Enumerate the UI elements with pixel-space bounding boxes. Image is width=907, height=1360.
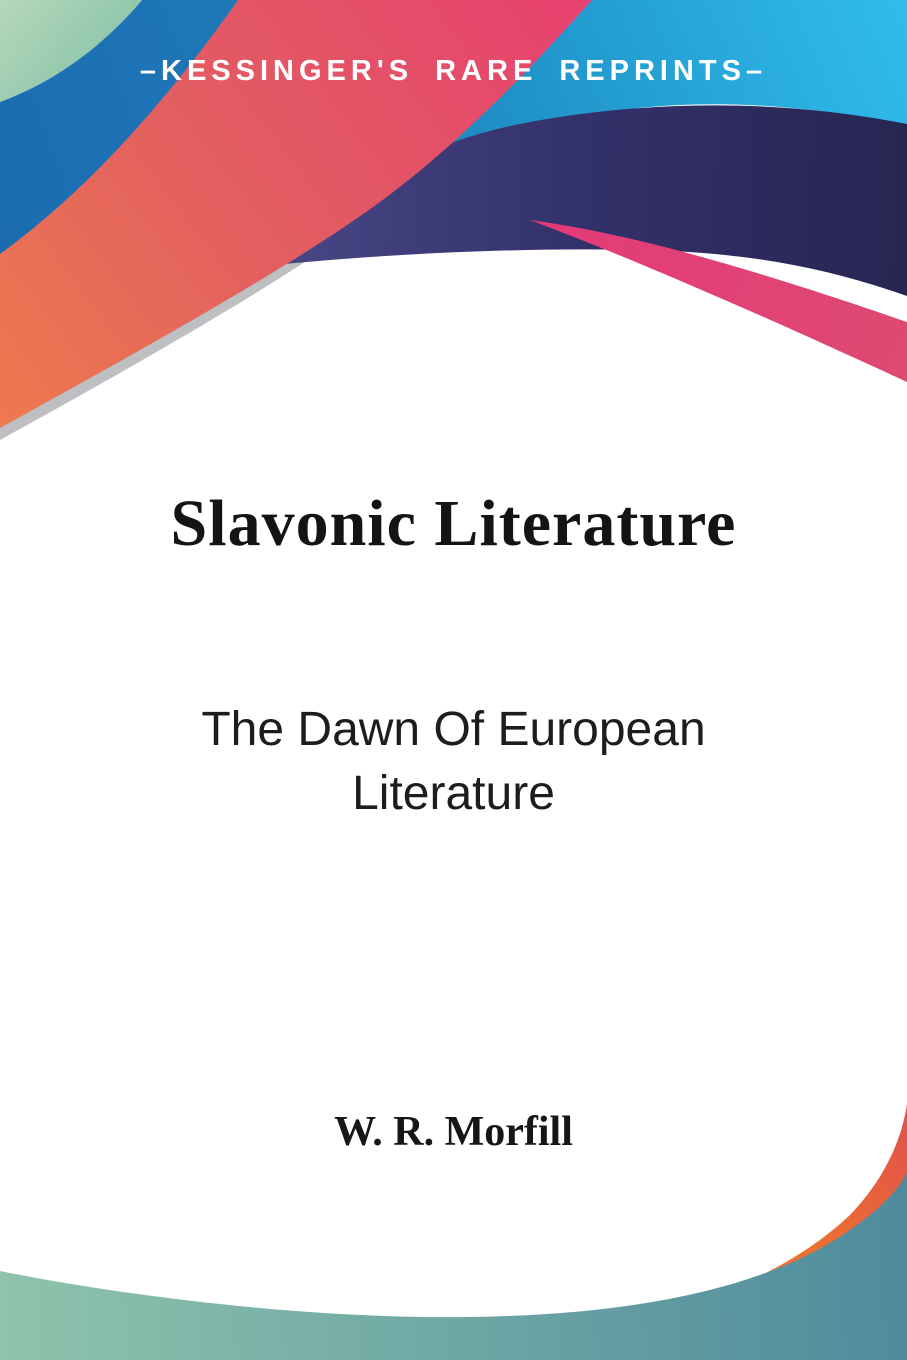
publisher-banner: –KESSINGER'S RARE REPRINTS– <box>139 55 768 87</box>
teal-bottom-swoosh <box>0 1172 907 1360</box>
book-subtitle <box>0 698 907 826</box>
author-name: W. R. Morfill <box>334 1109 573 1155</box>
book-subtitle-line-2: Literature <box>352 767 555 820</box>
book-subtitle-line-1: The Dawn Of European <box>201 703 706 756</box>
book-title: Slavonic Literature <box>170 487 737 560</box>
